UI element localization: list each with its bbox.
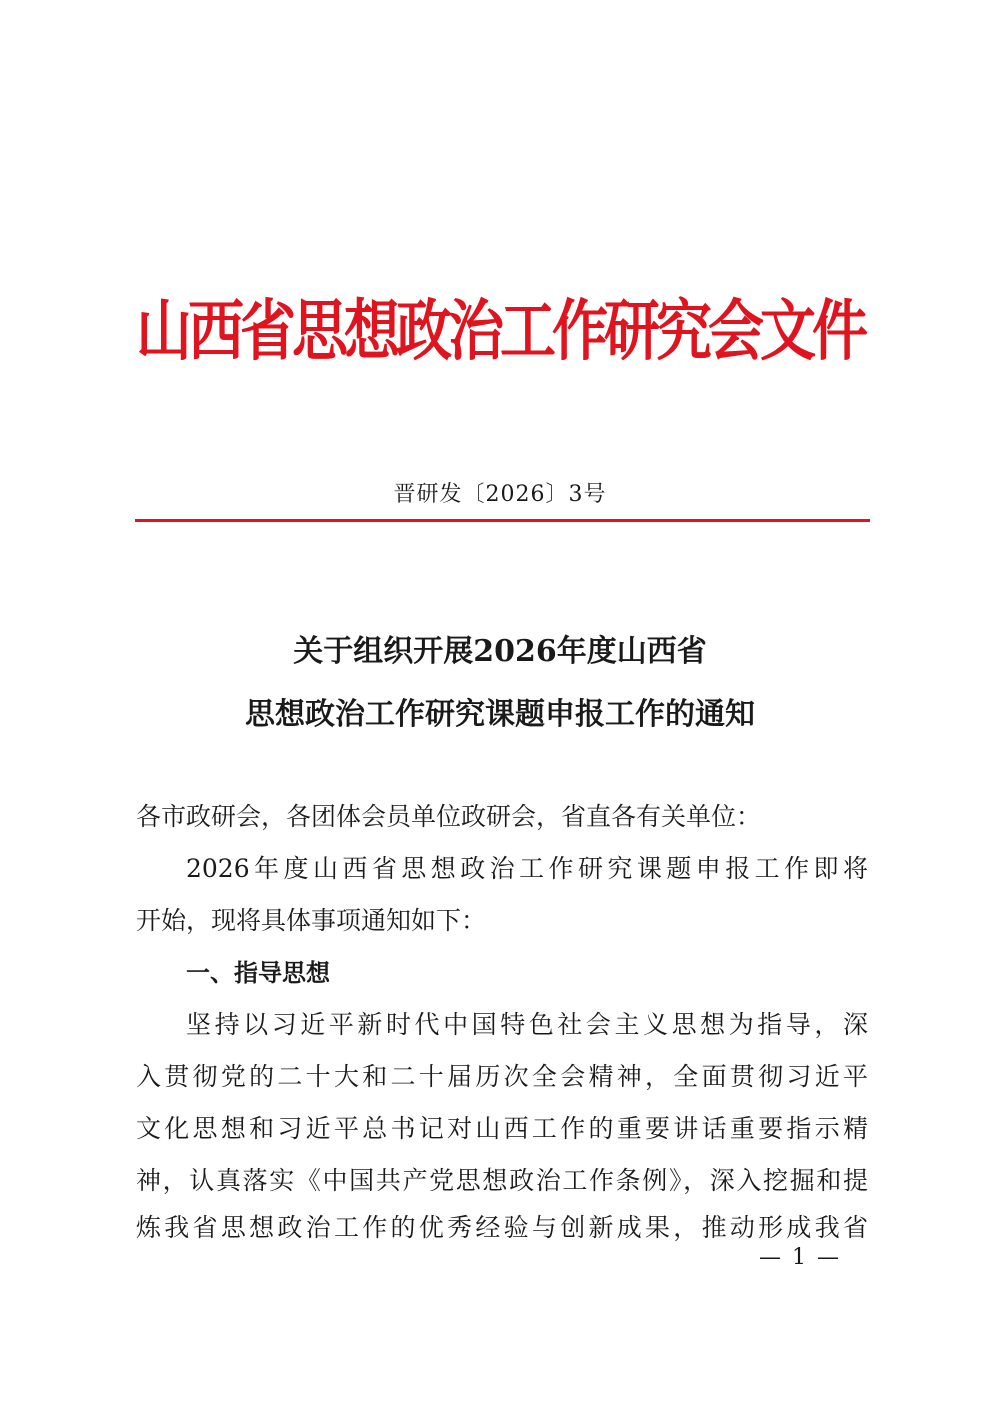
document-title-line-2: 思想政治工作研究课题申报工作的通知 — [245, 697, 755, 732]
intro-line-2: 开始，现将具体事项通知如下： — [136, 906, 487, 935]
paragraph-line: 入贯彻党的二十大和二十届历次全会精神，全面贯彻习近平 — [136, 1062, 868, 1091]
paragraph-line: 炼我省思想政治工作的优秀经验与创新成果，推动形成我省 — [136, 1213, 868, 1242]
paragraph-line: 文化思想和习近平总书记对山西工作的重要讲话重要指示精 — [136, 1114, 868, 1143]
paragraph-line: 坚持以习近平新时代中国特色社会主义思想为指导，深 — [186, 1010, 868, 1039]
page-number: — 1 — — [759, 1245, 841, 1270]
section-heading: 一、指导思想 — [186, 959, 330, 987]
intro-line-1: 2026年度山西省思想政治工作研究课题申报工作即将 — [186, 854, 868, 883]
paragraph-line: 神，认真落实《中国共产党思想政治工作条例》，深入挖掘和提 — [136, 1166, 868, 1195]
red-divider-line — [135, 519, 870, 522]
document-masthead: 山西省思想政治工作研究会文件 — [136, 293, 864, 370]
document-title-line-1: 关于组织开展2026年度山西省 — [293, 634, 707, 669]
document-number: 晋研发〔2026〕3号 — [393, 482, 607, 507]
salutation: 各市政研会，各团体会员单位政研会，省直各有关单位： — [136, 802, 762, 831]
